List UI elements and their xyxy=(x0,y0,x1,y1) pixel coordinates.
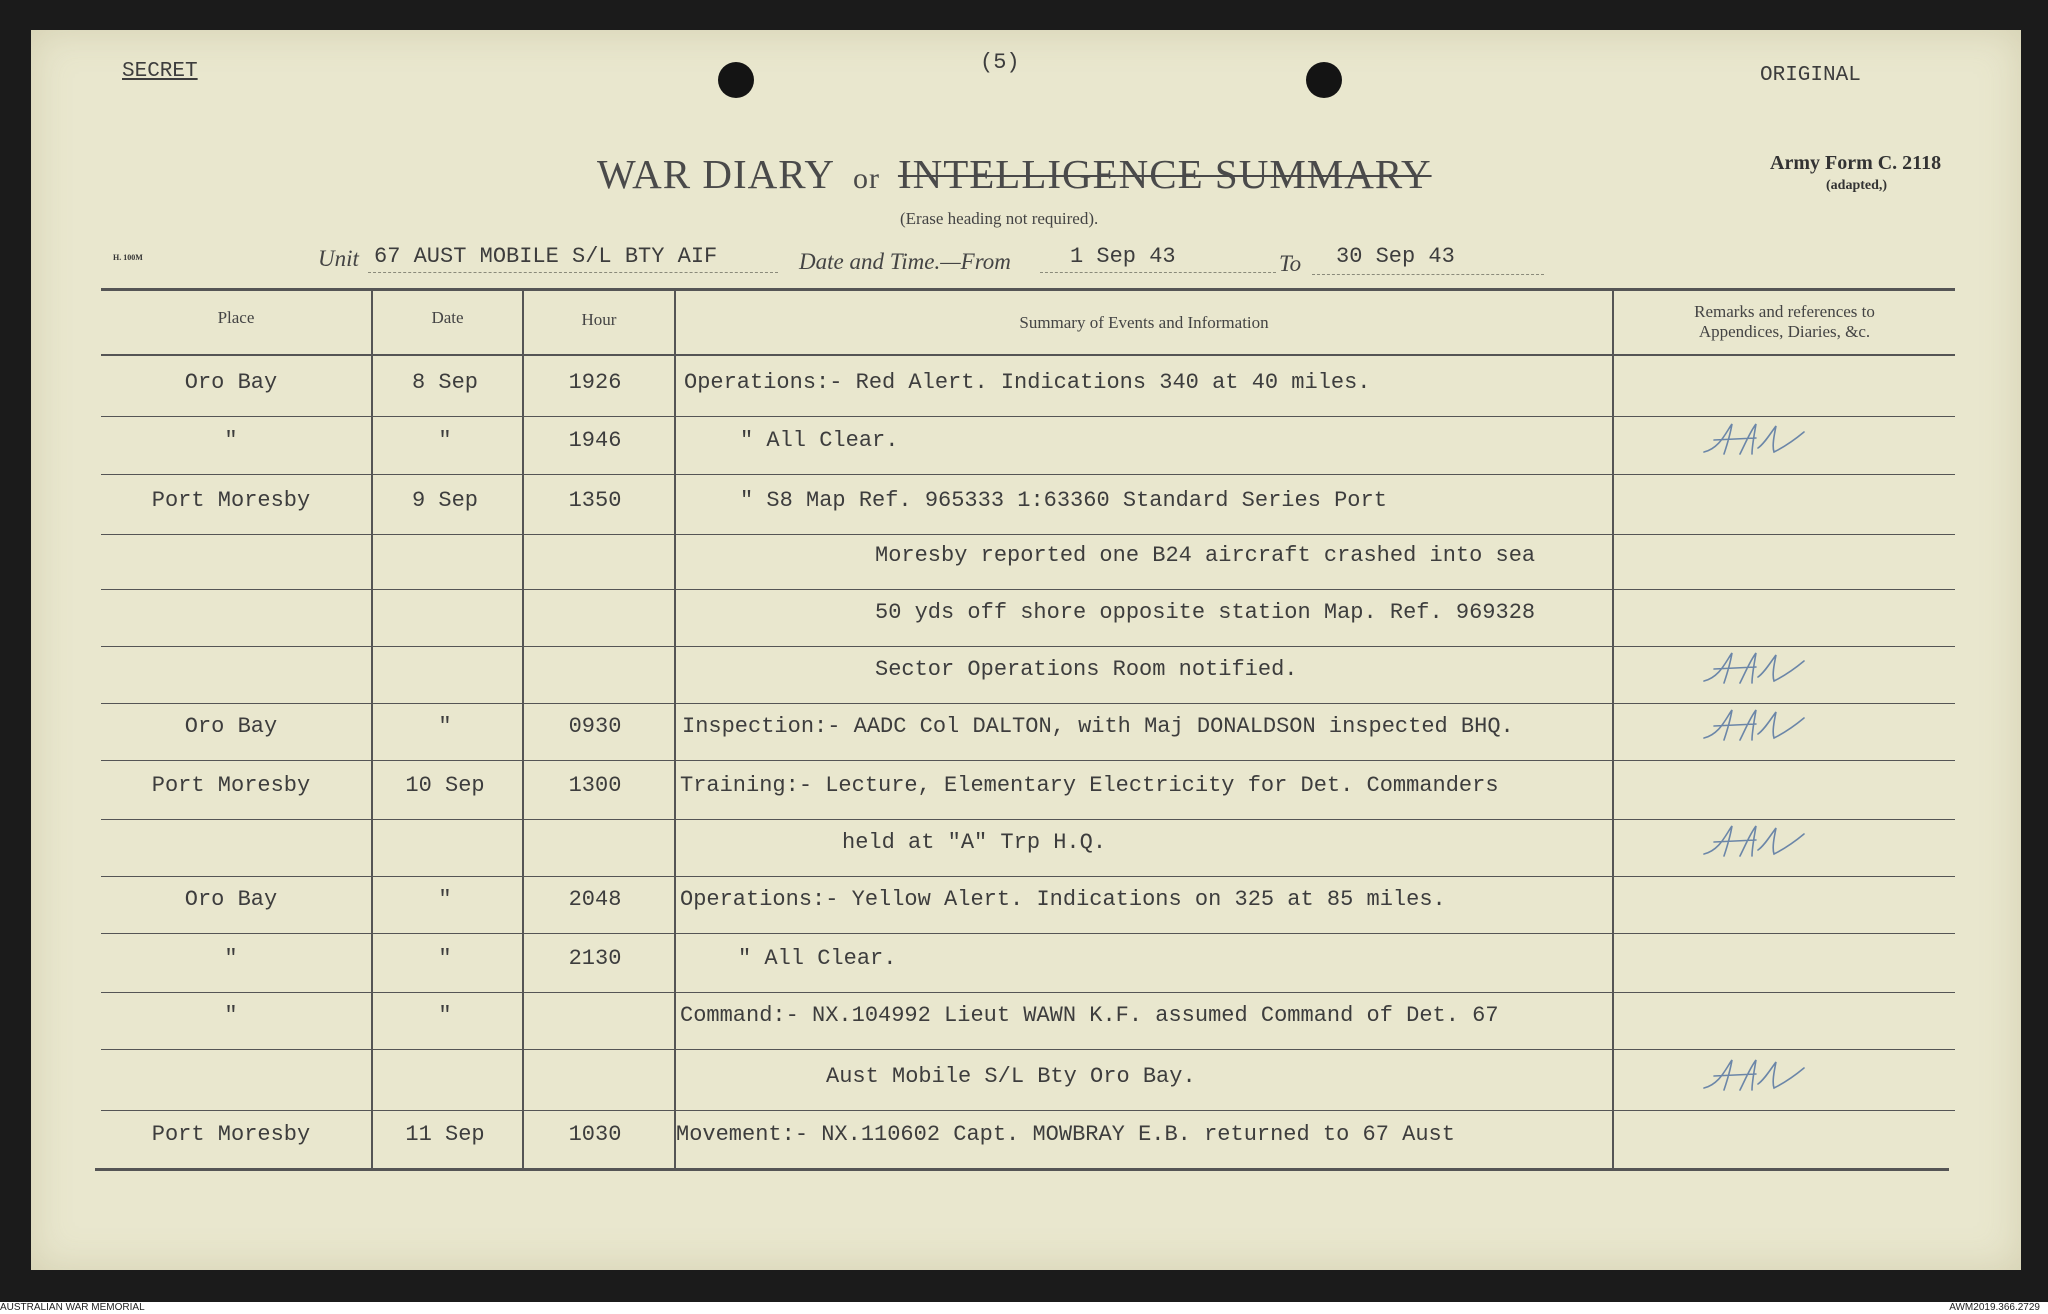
unit-value: 67 AUST MOBILE S/L BTY AIF xyxy=(374,244,718,269)
header-place: Place xyxy=(217,308,255,327)
army-form-label: Army Form C. 2118 xyxy=(1770,152,1942,174)
date-cell: 10 Sep xyxy=(405,773,485,798)
initials-signature-icon xyxy=(1700,418,1810,458)
summary-cell: Aust Mobile S/L Bty Oro Bay. xyxy=(826,1064,1196,1089)
title-or: or xyxy=(852,162,880,195)
row-rule xyxy=(101,1110,1955,1111)
row-rule xyxy=(101,876,1955,877)
header-summary: Summary of Events and Information xyxy=(1019,313,1269,332)
summary-cell: Sector Operations Room notified. xyxy=(875,657,1298,682)
table-top-rule xyxy=(101,288,1955,291)
initials-signature-icon xyxy=(1700,704,1810,744)
hour-cell: 1300 xyxy=(568,773,622,798)
summary-cell: held at "A" Trp H.Q. xyxy=(842,830,1107,855)
army-form-adapted: (adapted,) xyxy=(1826,178,1888,193)
hour-cell: 1946 xyxy=(568,428,622,453)
summary-cell: Movement:- NX.110602 Capt. MOWBRAY E.B. returned to 67 Aust xyxy=(676,1122,1455,1147)
place-cell: Port Moresby xyxy=(151,1122,311,1147)
date-cell: " xyxy=(438,428,452,453)
unit-underline xyxy=(368,272,778,273)
date-cell: 9 Sep xyxy=(411,488,478,513)
row-rule xyxy=(101,589,1955,590)
date-cell: " xyxy=(438,887,452,912)
title-struck: INTELLIGENCE SUMMARY xyxy=(897,151,1432,197)
row-rule xyxy=(101,416,1955,417)
hour-cell: 2130 xyxy=(568,946,622,971)
header-bottom-rule xyxy=(101,354,1955,356)
punch-hole-left xyxy=(718,62,754,98)
summary-cell: " All Clear. xyxy=(740,428,899,453)
header-hour: Hour xyxy=(581,310,617,329)
place-cell: Port Moresby xyxy=(151,488,311,513)
row-rule xyxy=(101,703,1955,704)
row-rule xyxy=(101,933,1955,934)
row-rule xyxy=(101,474,1955,475)
summary-cell: " S8 Map Ref. 965333 1:63360 Standard Series Port xyxy=(740,488,1387,513)
place-cell: " xyxy=(224,1003,238,1028)
row-rule xyxy=(101,534,1955,535)
page-title xyxy=(597,150,1432,198)
initials-signature-icon xyxy=(1700,820,1810,860)
header-date: Date xyxy=(431,308,464,327)
secret-marking: SECRET xyxy=(122,60,198,83)
hour-cell: 1926 xyxy=(568,370,622,395)
summary-cell: Operations:- Yellow Alert. Indications on 325 at 85 miles. xyxy=(680,887,1446,912)
hour-cell: 1350 xyxy=(568,488,622,513)
header-remarks-line1: Remarks and references to xyxy=(1694,302,1875,321)
footer-accession: AWM2019.366.2729 xyxy=(1949,1302,2040,1313)
summary-cell: Training:- Lecture, Elementary Electricity for Det. Commanders xyxy=(680,773,1499,798)
summary-cell: Operations:- Red Alert. Indications 340 at 40 miles. xyxy=(684,370,1371,395)
hour-cell: 1030 xyxy=(568,1122,622,1147)
place-cell: " xyxy=(224,946,238,971)
place-cell: Oro Bay xyxy=(184,714,278,739)
initials-signature-icon xyxy=(1700,647,1810,687)
original-marking: ORIGINAL xyxy=(1760,64,1861,87)
summary-cell: Inspection:- AADC Col DALTON, with Maj DONALDSON inspected BHQ. xyxy=(682,714,1514,739)
initials-signature-icon xyxy=(1700,1054,1810,1094)
date-cell: 8 Sep xyxy=(411,370,478,395)
hour-cell: 2048 xyxy=(568,887,622,912)
place-cell: " xyxy=(224,428,238,453)
date-cell: " xyxy=(438,1003,452,1028)
date-time-label: Date and Time.—From xyxy=(799,249,1011,274)
col-divider-summary xyxy=(1612,288,1614,1168)
print-code: H. 100M xyxy=(113,253,143,262)
punch-hole-right xyxy=(1306,62,1342,98)
date-cell: " xyxy=(438,946,452,971)
page-number: (5) xyxy=(980,50,1020,75)
row-rule xyxy=(101,1049,1955,1050)
row-rule xyxy=(101,819,1955,820)
place-cell: Port Moresby xyxy=(151,773,311,798)
row-rule xyxy=(101,992,1955,993)
place-cell: Oro Bay xyxy=(184,887,278,912)
from-date: 1 Sep 43 xyxy=(1070,244,1176,269)
summary-cell: 50 yds off shore opposite station Map. Ref. 969328 xyxy=(875,600,1536,625)
row-rule xyxy=(101,646,1955,647)
date-cell: " xyxy=(438,714,452,739)
footer-credit: AUSTRALIAN WAR MEMORIAL xyxy=(0,1302,145,1313)
to-label: To xyxy=(1279,251,1302,276)
col-divider-hour xyxy=(674,288,676,1168)
row-rule xyxy=(101,760,1955,761)
table-bottom-rule xyxy=(95,1168,1949,1171)
erase-note: (Erase heading not required). xyxy=(900,209,1099,228)
from-underline xyxy=(1040,272,1276,273)
place-cell: Oro Bay xyxy=(184,370,278,395)
summary-cell: " All Clear. xyxy=(738,946,897,971)
to-underline xyxy=(1312,274,1544,275)
title-main: WAR DIARY xyxy=(597,151,835,197)
hour-cell: 0930 xyxy=(568,714,622,739)
summary-cell: Command:- NX.104992 Lieut WAWN K.F. assumed Command of Det. 67 xyxy=(680,1003,1499,1028)
unit-label: Unit xyxy=(318,246,359,271)
to-date: 30 Sep 43 xyxy=(1336,244,1455,269)
header-remarks-line2: Appendices, Diaries, &c. xyxy=(1698,322,1871,341)
summary-cell: Moresby reported one B24 aircraft crashed into sea xyxy=(875,543,1536,568)
date-cell: 11 Sep xyxy=(405,1122,485,1147)
